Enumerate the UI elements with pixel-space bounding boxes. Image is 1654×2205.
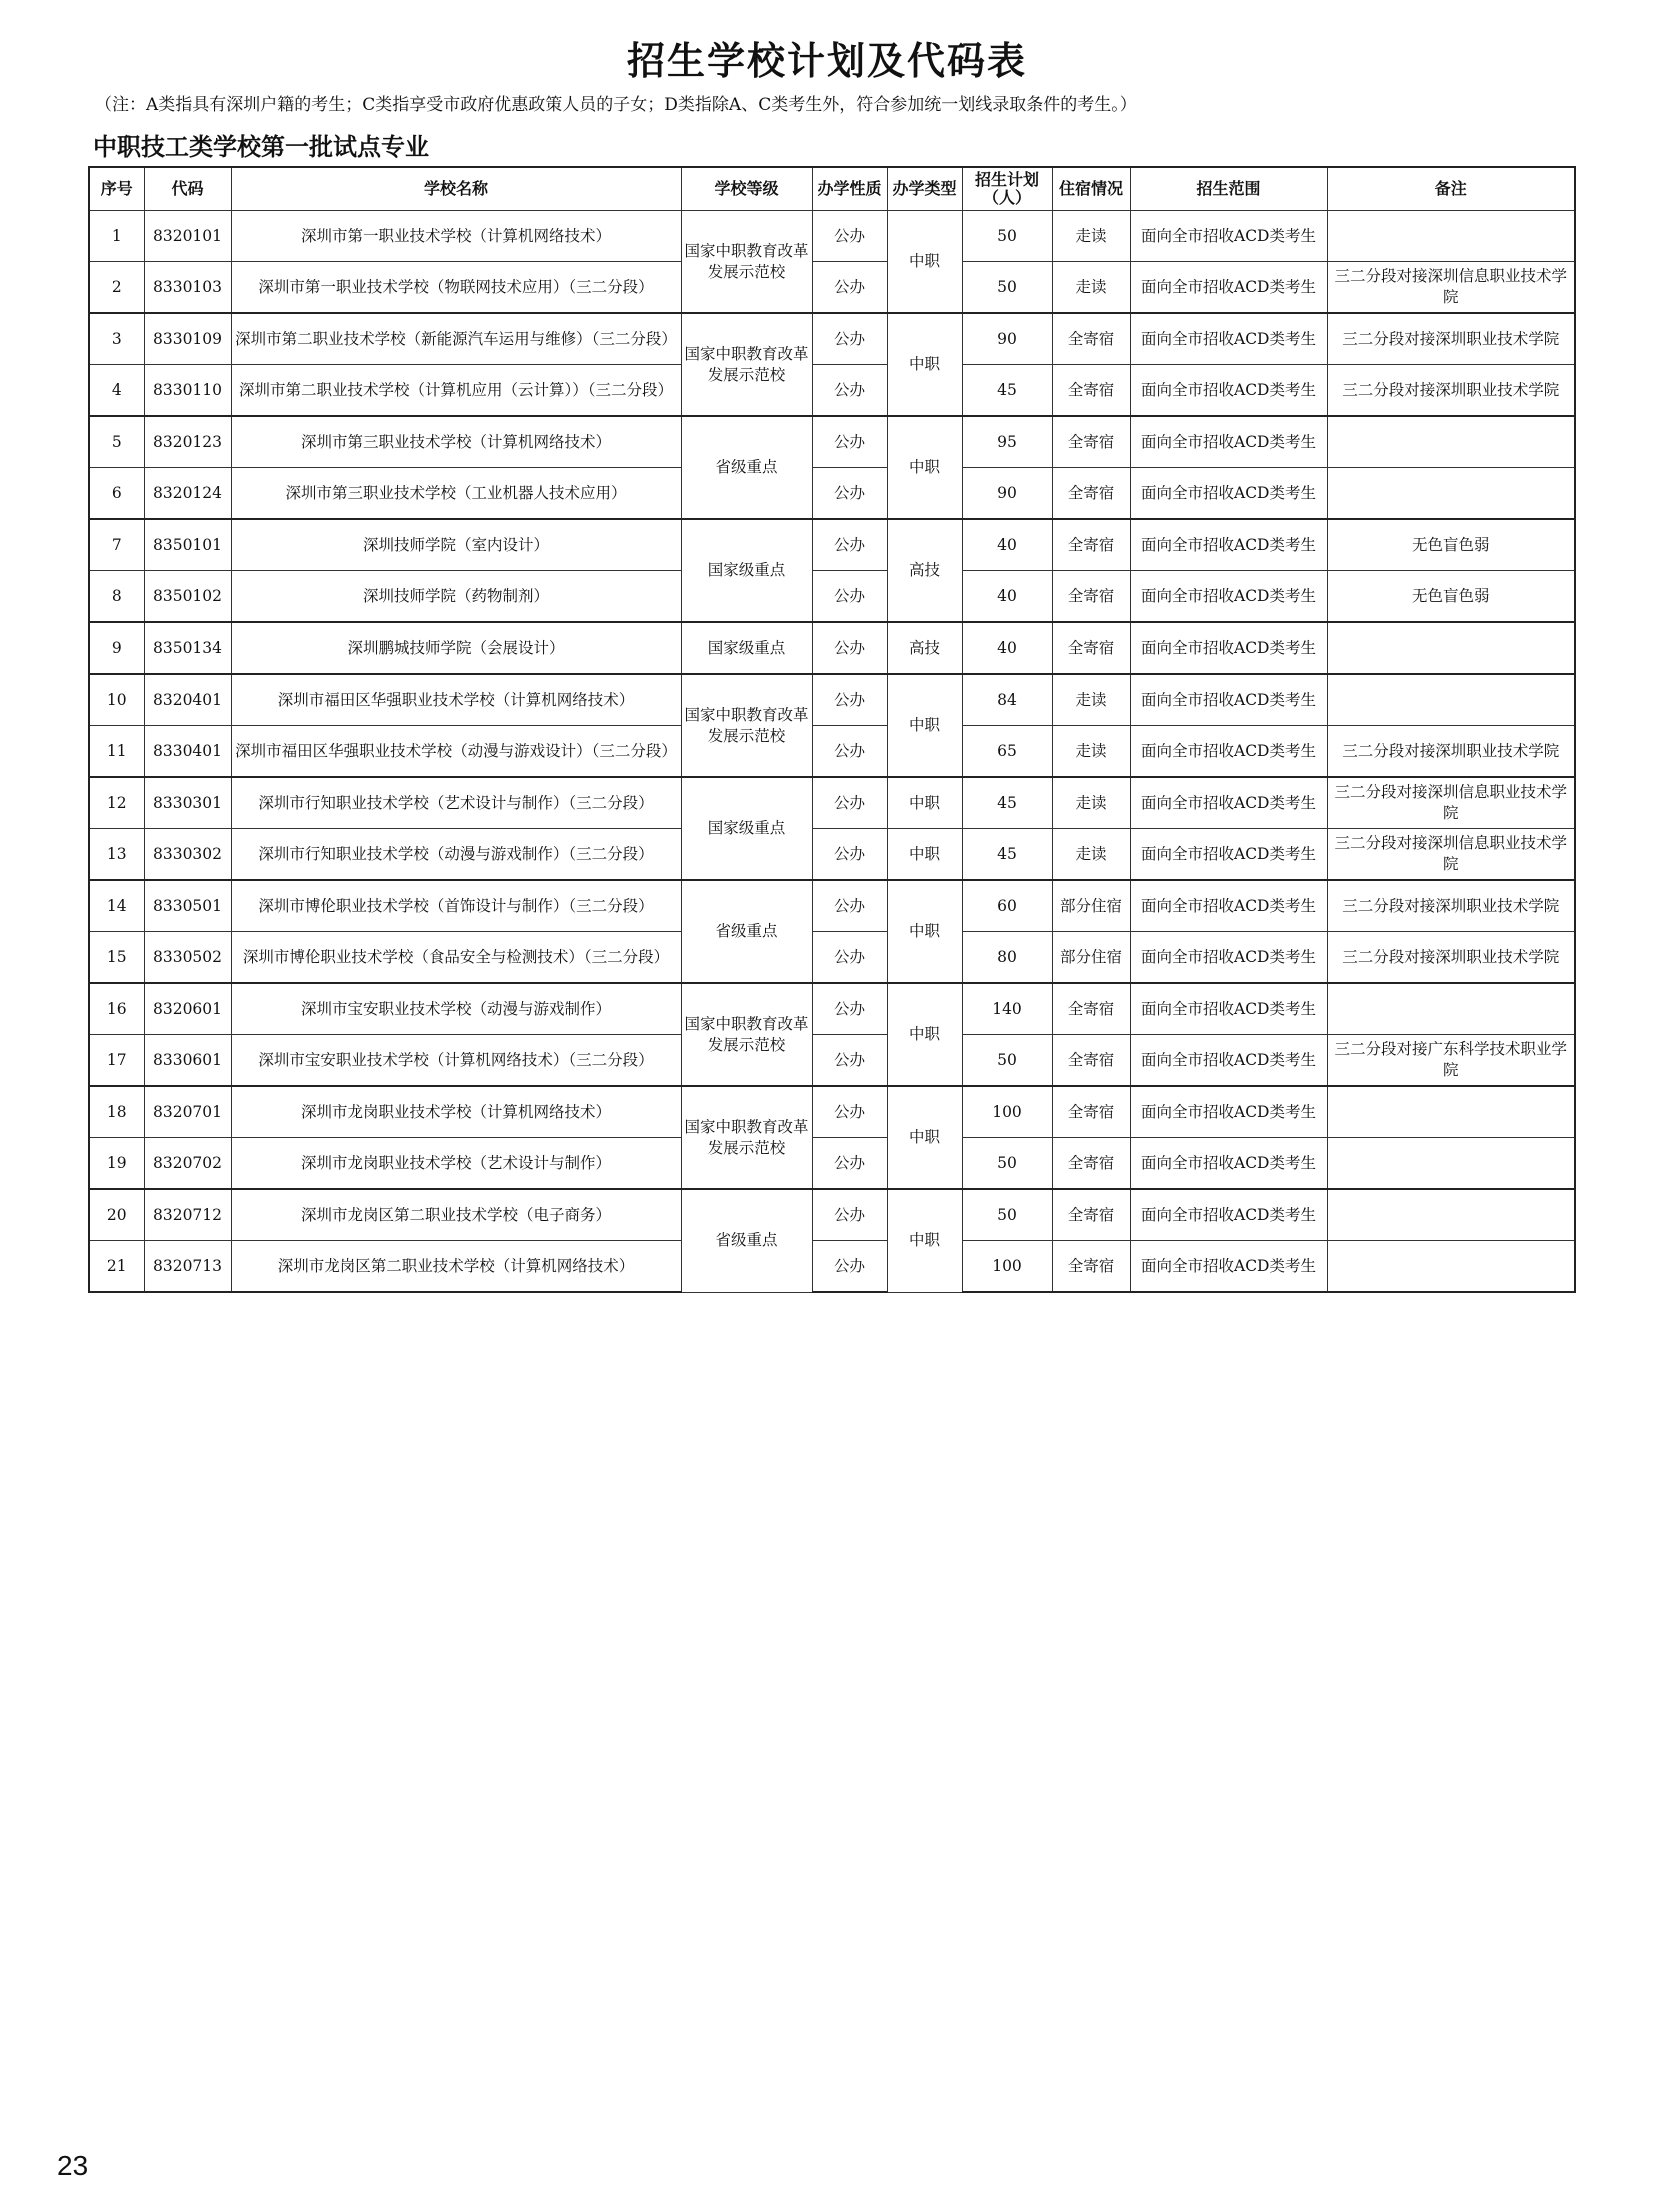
row-nature: 公办 (812, 1241, 887, 1293)
row-school-name: 深圳市博伦职业技术学校（首饰设计与制作）（三二分段） (231, 880, 681, 932)
row-code: 8330501 (144, 880, 231, 932)
row-type: 中职 (887, 983, 962, 1086)
row-school-name: 深圳市福田区华强职业技术学校（计算机网络技术） (231, 674, 681, 726)
table-row (89, 468, 1575, 520)
row-code: 8350101 (144, 519, 231, 571)
row-school-name: 深圳市龙岗区第二职业技术学校（电子商务） (231, 1189, 681, 1241)
row-accommodation: 全寄宿 (1052, 365, 1130, 417)
row-school-level: 国家中职教育改革发展示范校 (681, 211, 812, 314)
row-code: 8330103 (144, 262, 231, 314)
row-plan: 40 (962, 519, 1052, 571)
row-school-name: 深圳市宝安职业技术学校（计算机网络技术）（三二分段） (231, 1035, 681, 1087)
row-remark (1327, 468, 1575, 520)
table-row (89, 365, 1575, 417)
row-scope: 面向全市招收ACD类考生 (1130, 622, 1327, 674)
row-accommodation: 全寄宿 (1052, 468, 1130, 520)
row-code: 8320124 (144, 468, 231, 520)
row-scope: 面向全市招收ACD类考生 (1130, 983, 1327, 1035)
header-scope: 招生范围 (1130, 167, 1327, 211)
row-no: 11 (89, 726, 144, 778)
row-no: 20 (89, 1189, 144, 1241)
row-code: 8330110 (144, 365, 231, 417)
table-row (89, 262, 1575, 314)
row-plan: 50 (962, 1138, 1052, 1190)
table-row (89, 416, 1575, 468)
row-no: 8 (89, 571, 144, 623)
row-accommodation: 全寄宿 (1052, 1241, 1130, 1293)
header-accommodation: 住宿情况 (1052, 167, 1130, 211)
row-accommodation: 走读 (1052, 211, 1130, 262)
row-school-level: 国家级重点 (681, 777, 812, 880)
row-school-name: 深圳市博伦职业技术学校（食品安全与检测技术）（三二分段） (231, 932, 681, 984)
table-body (89, 211, 1575, 1293)
row-school-name: 深圳市第二职业技术学校（新能源汽车运用与维修）（三二分段） (231, 313, 681, 365)
table-row (89, 932, 1575, 984)
table-header-row (89, 167, 1575, 211)
row-accommodation: 走读 (1052, 726, 1130, 778)
row-nature: 公办 (812, 880, 887, 932)
row-accommodation: 走读 (1052, 262, 1130, 314)
row-no: 3 (89, 313, 144, 365)
row-no: 16 (89, 983, 144, 1035)
row-scope: 面向全市招收ACD类考生 (1130, 365, 1327, 417)
row-no: 15 (89, 932, 144, 984)
row-school-level: 省级重点 (681, 880, 812, 983)
row-no: 17 (89, 1035, 144, 1087)
row-type: 中职 (887, 674, 962, 777)
row-nature: 公办 (812, 211, 887, 262)
row-no: 1 (89, 211, 144, 262)
row-no: 7 (89, 519, 144, 571)
row-school-name: 深圳市龙岗区第二职业技术学校（计算机网络技术） (231, 1241, 681, 1293)
header-no: 序号 (89, 167, 144, 211)
row-school-level: 国家中职教育改革发展示范校 (681, 983, 812, 1086)
header-school-name: 学校名称 (231, 167, 681, 211)
page-number: 23 (57, 2150, 89, 2181)
row-accommodation: 全寄宿 (1052, 416, 1130, 468)
row-accommodation: 走读 (1052, 674, 1130, 726)
table-row (89, 1138, 1575, 1190)
row-accommodation: 全寄宿 (1052, 983, 1130, 1035)
row-plan: 100 (962, 1086, 1052, 1138)
row-scope: 面向全市招收ACD类考生 (1130, 416, 1327, 468)
row-nature: 公办 (812, 983, 887, 1035)
row-type: 高技 (887, 519, 962, 622)
row-accommodation: 部分住宿 (1052, 932, 1130, 984)
row-remark (1327, 674, 1575, 726)
row-accommodation: 全寄宿 (1052, 313, 1130, 365)
row-plan: 45 (962, 365, 1052, 417)
row-remark: 三二分段对接深圳职业技术学院 (1327, 365, 1575, 417)
table-row (89, 1241, 1575, 1293)
table-row (89, 1086, 1575, 1138)
row-remark: 三二分段对接深圳信息职业技术学院 (1327, 829, 1575, 881)
header-type: 办学类型 (887, 167, 962, 211)
row-accommodation: 全寄宿 (1052, 622, 1130, 674)
row-scope: 面向全市招收ACD类考生 (1130, 932, 1327, 984)
row-plan: 45 (962, 777, 1052, 829)
row-nature: 公办 (812, 932, 887, 984)
row-remark: 三二分段对接深圳职业技术学院 (1327, 313, 1575, 365)
row-type: 中职 (887, 313, 962, 416)
section-title: 中职技工类学校第一批试点专业 (93, 133, 429, 161)
row-plan: 50 (962, 262, 1052, 314)
row-remark: 无色盲色弱 (1327, 519, 1575, 571)
row-plan: 60 (962, 880, 1052, 932)
page-title: 招生学校计划及代码表 (626, 39, 1027, 83)
row-plan: 45 (962, 829, 1052, 881)
row-accommodation: 全寄宿 (1052, 1189, 1130, 1241)
header-code: 代码 (144, 167, 231, 211)
row-remark (1327, 1241, 1575, 1293)
row-scope: 面向全市招收ACD类考生 (1130, 519, 1327, 571)
row-school-level: 国家级重点 (681, 622, 812, 674)
row-no: 4 (89, 365, 144, 417)
row-school-name: 深圳技师学院（室内设计） (231, 519, 681, 571)
row-scope: 面向全市招收ACD类考生 (1130, 468, 1327, 520)
row-plan: 50 (962, 211, 1052, 262)
row-code: 8350102 (144, 571, 231, 623)
row-type: 中职 (887, 777, 962, 829)
row-nature: 公办 (812, 313, 887, 365)
row-no: 18 (89, 1086, 144, 1138)
row-type: 中职 (887, 880, 962, 983)
row-accommodation: 走读 (1052, 829, 1130, 881)
row-code: 8330401 (144, 726, 231, 778)
row-scope: 面向全市招收ACD类考生 (1130, 211, 1327, 262)
row-school-name: 深圳技师学院（药物制剂） (231, 571, 681, 623)
row-school-level: 国家中职教育改革发展示范校 (681, 674, 812, 777)
row-school-name: 深圳市宝安职业技术学校（动漫与游戏制作） (231, 983, 681, 1035)
row-nature: 公办 (812, 519, 887, 571)
row-school-level: 国家中职教育改革发展示范校 (681, 313, 812, 416)
row-plan: 84 (962, 674, 1052, 726)
row-no: 12 (89, 777, 144, 829)
row-accommodation: 全寄宿 (1052, 571, 1130, 623)
row-nature: 公办 (812, 468, 887, 520)
row-scope: 面向全市招收ACD类考生 (1130, 777, 1327, 829)
table-row (89, 313, 1575, 365)
row-school-name: 深圳市第一职业技术学校（计算机网络技术） (231, 211, 681, 262)
table-row (89, 829, 1575, 881)
row-scope: 面向全市招收ACD类考生 (1130, 880, 1327, 932)
row-plan: 40 (962, 622, 1052, 674)
row-remark (1327, 1189, 1575, 1241)
row-code: 8330302 (144, 829, 231, 881)
row-code: 8320712 (144, 1189, 231, 1241)
row-scope: 面向全市招收ACD类考生 (1130, 313, 1327, 365)
row-nature: 公办 (812, 1035, 887, 1087)
row-remark: 三二分段对接广东科学技术职业学院 (1327, 1035, 1575, 1087)
row-remark (1327, 416, 1575, 468)
table-row (89, 571, 1575, 623)
row-no: 5 (89, 416, 144, 468)
row-plan: 65 (962, 726, 1052, 778)
row-nature: 公办 (812, 622, 887, 674)
row-nature: 公办 (812, 674, 887, 726)
row-remark: 无色盲色弱 (1327, 571, 1575, 623)
row-scope: 面向全市招收ACD类考生 (1130, 674, 1327, 726)
table-row (89, 726, 1575, 778)
row-accommodation: 走读 (1052, 777, 1130, 829)
row-code: 8320401 (144, 674, 231, 726)
row-nature: 公办 (812, 416, 887, 468)
row-accommodation: 全寄宿 (1052, 1086, 1130, 1138)
row-remark (1327, 622, 1575, 674)
table-row (89, 1035, 1575, 1087)
table-row (89, 880, 1575, 932)
row-school-level: 国家中职教育改革发展示范校 (681, 1086, 812, 1189)
row-plan: 50 (962, 1189, 1052, 1241)
header-remark: 备注 (1327, 167, 1575, 211)
row-nature: 公办 (812, 829, 887, 881)
row-nature: 公办 (812, 726, 887, 778)
row-school-name: 深圳市第一职业技术学校（物联网技术应用）（三二分段） (231, 262, 681, 314)
row-remark: 三二分段对接深圳信息职业技术学院 (1327, 777, 1575, 829)
row-school-name: 深圳市第二职业技术学校（计算机应用（云计算））（三二分段） (231, 365, 681, 417)
row-code: 8330301 (144, 777, 231, 829)
row-remark: 三二分段对接深圳职业技术学院 (1327, 880, 1575, 932)
table-row (89, 211, 1575, 262)
header-school-level: 学校等级 (681, 167, 812, 211)
row-school-name: 深圳市第三职业技术学校（计算机网络技术） (231, 416, 681, 468)
row-no: 10 (89, 674, 144, 726)
row-code: 8320713 (144, 1241, 231, 1293)
table-row (89, 1189, 1575, 1241)
row-scope: 面向全市招收ACD类考生 (1130, 1241, 1327, 1293)
row-school-level: 国家级重点 (681, 519, 812, 622)
row-code: 8330109 (144, 313, 231, 365)
row-code: 8330601 (144, 1035, 231, 1087)
row-code: 8320701 (144, 1086, 231, 1138)
page-note: （注：A类指具有深圳户籍的考生；C类指享受市政府优惠政策人员的子女；D类指除A、C类考生外，符合参加统一划线录取条件的考生。） (95, 95, 1137, 115)
row-type: 中职 (887, 211, 962, 314)
row-accommodation: 全寄宿 (1052, 1138, 1130, 1190)
row-code: 8320101 (144, 211, 231, 262)
row-type: 中职 (887, 416, 962, 519)
row-nature: 公办 (812, 777, 887, 829)
row-school-name: 深圳市福田区华强职业技术学校（动漫与游戏设计）（三二分段） (231, 726, 681, 778)
row-scope: 面向全市招收ACD类考生 (1130, 1138, 1327, 1190)
row-scope: 面向全市招收ACD类考生 (1130, 571, 1327, 623)
row-scope: 面向全市招收ACD类考生 (1130, 1189, 1327, 1241)
row-nature: 公办 (812, 1086, 887, 1138)
row-nature: 公办 (812, 571, 887, 623)
row-remark: 三二分段对接深圳信息职业技术学院 (1327, 262, 1575, 314)
header-nature: 办学性质 (812, 167, 887, 211)
row-type: 中职 (887, 1086, 962, 1189)
row-type: 高技 (887, 622, 962, 674)
table-row (89, 622, 1575, 674)
table-row (89, 674, 1575, 726)
row-remark (1327, 1086, 1575, 1138)
row-code: 8330502 (144, 932, 231, 984)
row-plan: 50 (962, 1035, 1052, 1087)
table-row (89, 519, 1575, 571)
row-accommodation: 全寄宿 (1052, 1035, 1130, 1087)
header-plan: 招生计划（人） (962, 167, 1052, 211)
row-nature: 公办 (812, 262, 887, 314)
row-school-name: 深圳市第三职业技术学校（工业机器人技术应用） (231, 468, 681, 520)
row-school-level: 省级重点 (681, 1189, 812, 1292)
plan-table (88, 166, 1576, 1293)
row-nature: 公办 (812, 1189, 887, 1241)
row-remark: 三二分段对接深圳职业技术学院 (1327, 932, 1575, 984)
row-accommodation: 全寄宿 (1052, 519, 1130, 571)
table-row (89, 777, 1575, 829)
row-no: 6 (89, 468, 144, 520)
row-code: 8350134 (144, 622, 231, 674)
row-plan: 90 (962, 313, 1052, 365)
row-remark (1327, 1138, 1575, 1190)
row-remark (1327, 211, 1575, 262)
row-no: 13 (89, 829, 144, 881)
row-plan: 80 (962, 932, 1052, 984)
row-plan: 95 (962, 416, 1052, 468)
row-no: 21 (89, 1241, 144, 1293)
row-scope: 面向全市招收ACD类考生 (1130, 262, 1327, 314)
row-school-name: 深圳市行知职业技术学校（动漫与游戏制作）（三二分段） (231, 829, 681, 881)
row-nature: 公办 (812, 365, 887, 417)
row-scope: 面向全市招收ACD类考生 (1130, 726, 1327, 778)
row-plan: 140 (962, 983, 1052, 1035)
row-plan: 100 (962, 1241, 1052, 1293)
row-type: 中职 (887, 1189, 962, 1292)
row-scope: 面向全市招收ACD类考生 (1130, 1086, 1327, 1138)
row-code: 8320601 (144, 983, 231, 1035)
table-row (89, 983, 1575, 1035)
row-school-name: 深圳鹏城技师学院（会展设计） (231, 622, 681, 674)
row-code: 8320702 (144, 1138, 231, 1190)
row-school-name: 深圳市龙岗职业技术学校（计算机网络技术） (231, 1086, 681, 1138)
row-no: 2 (89, 262, 144, 314)
row-school-level: 省级重点 (681, 416, 812, 519)
row-nature: 公办 (812, 1138, 887, 1190)
row-no: 19 (89, 1138, 144, 1190)
row-remark (1327, 983, 1575, 1035)
row-school-name: 深圳市龙岗职业技术学校（艺术设计与制作） (231, 1138, 681, 1190)
row-accommodation: 部分住宿 (1052, 880, 1130, 932)
row-no: 14 (89, 880, 144, 932)
row-plan: 40 (962, 571, 1052, 623)
row-plan: 90 (962, 468, 1052, 520)
row-scope: 面向全市招收ACD类考生 (1130, 1035, 1327, 1087)
row-code: 8320123 (144, 416, 231, 468)
row-scope: 面向全市招收ACD类考生 (1130, 829, 1327, 881)
row-remark: 三二分段对接深圳职业技术学院 (1327, 726, 1575, 778)
row-type: 中职 (887, 829, 962, 881)
row-no: 9 (89, 622, 144, 674)
row-school-name: 深圳市行知职业技术学校（艺术设计与制作）（三二分段） (231, 777, 681, 829)
